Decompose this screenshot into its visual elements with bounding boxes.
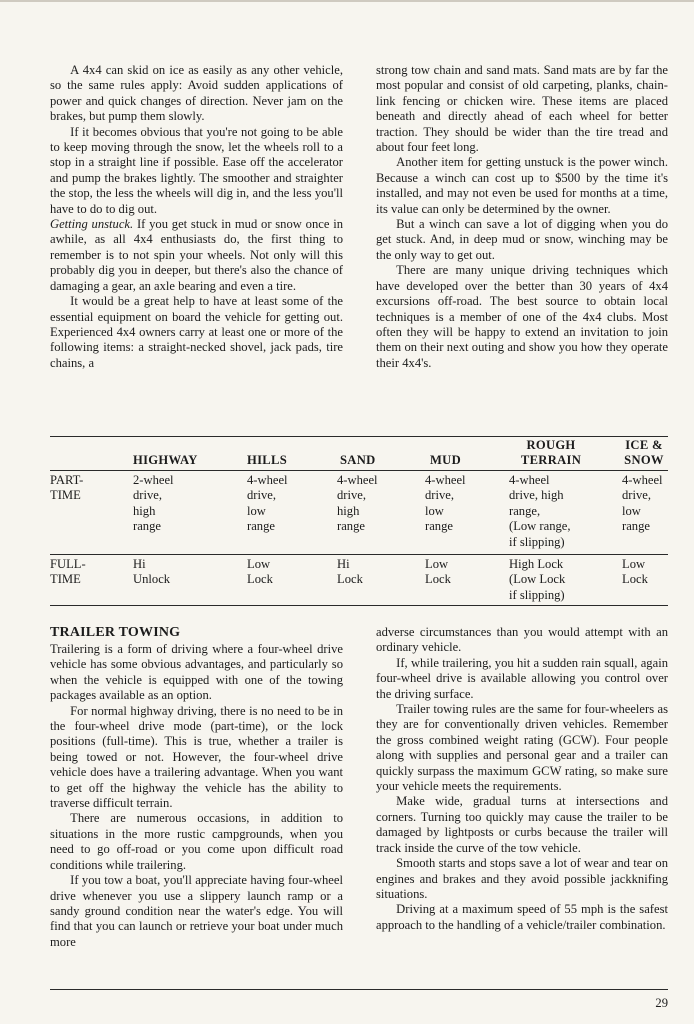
header-mud: MUD [430, 453, 461, 467]
table-cell: 4-wheel drive, low range [622, 473, 663, 534]
getting-unstuck-text: If you get stuck in mud or snow once in awhile, as all 4x4 enthusiasts do, the first thing to remember is to not spin your wheels. Not only will this probably dig you in deeper, but there's also the chance of damaging a gear, an axle bearing and even a tire. [50, 217, 343, 293]
table-header-rule [50, 470, 668, 471]
table-cell: 2-wheel drive, high range [133, 473, 174, 534]
paragraph: Trailering is a form of driving where a four-wheel drive vehicle has some obvious advantages, and particularly so when the vehicle is equipped with one of the towing packages available as an option. [50, 642, 343, 703]
getting-unstuck-paragraph [50, 217, 343, 294]
paragraph: There are many unique driving techniques which have developed over the better than 30 years of 4x4 excursions off-road. The best source to obtain local techniques is a member of one of the 4x4 clubs. Most often they will be happy to extend an invitation to join them on their next outing and show you how they operate their 4x4's. [376, 263, 668, 370]
row-label-full-time: FULL- TIME [50, 557, 86, 587]
trailer-towing-heading: TRAILER TOWING [50, 625, 181, 640]
paragraph: There are numerous occasions, in addition to situations in the more rustic campgrounds, when you need to go off-road or you come upon difficult road conditions while trailering. [50, 811, 343, 872]
bottom-left-column [50, 625, 343, 950]
getting-unstuck-heading: Getting unstuck. [50, 217, 134, 232]
table-cell: Low Lock [622, 557, 648, 587]
footer-rule [50, 989, 668, 990]
paragraph: Trailer towing rules are the same for four-wheelers as they are for conventionally driven vehicles. Remember the gross combined weight rating (GCW). Four people along with supplies and personal gear and a trailer can quickly surpass the maximum GCW rating, so make sure your vehicle meets the requirements. [376, 702, 668, 794]
header-sand: SAND [340, 453, 376, 467]
paragraph: Another item for getting unstuck is the power winch. Because a winch can cost up to $500 by the time it's installed, and may not even be used for months at a time, its value can only be determined by the owner. [376, 155, 668, 216]
top-left-column [50, 63, 343, 371]
table-cell: 4-wheel drive, low range [425, 473, 466, 534]
row-label-part-time: PART- TIME [50, 473, 84, 503]
table-cell: High Lock (Low Lock if slipping) [509, 557, 566, 602]
paragraph: A 4x4 can skid on ice as easily as any other vehicle, so the same rules apply: Avoid sudden applications of power and quick changes of direction. Never jam on the brakes, but pump them slowly. [50, 63, 343, 124]
top-right-column [376, 63, 668, 371]
header-hills: HILLS [247, 453, 288, 467]
paragraph: It would be a great help to have at least some of the essential equipment on board the vehicle for getting out. Experienced 4x4 owners carry at least one or more of the following items: a straight-necked shovel, jack pads, tire chains, a [50, 294, 343, 370]
paragraph: adverse circumstances than you would attempt with an ordinary vehicle. [376, 625, 668, 655]
table-cell: 4-wheel drive, high range, (Low range, if slipping) [509, 473, 571, 549]
header-rough-terrain: ROUGH TERRAIN [520, 438, 582, 468]
table-cell: Low Lock [425, 557, 451, 587]
bottom-right-column [376, 625, 668, 933]
top-edge-line [0, 0, 694, 2]
paragraph: If it becomes obvious that you're not going to be able to keep moving through the snow, let the wheels roll to a stop in a straight line if possible. Ease off the accelerator and pump the brakes lightly. The smoother and straighter the stop, the less the wheels will dig in, and the less you'll have to do to dig out. [50, 124, 343, 216]
table-cell: Hi Unlock [133, 557, 171, 587]
table-bottom-rule [50, 605, 668, 606]
paragraph: But a winch can save a lot of digging when you do get stuck. And, in deep mud or snow, winching may be the only way to get out. [376, 217, 668, 262]
header-highway: HIGHWAY [133, 453, 198, 467]
table-cell: Low Lock [247, 557, 273, 587]
paragraph: Make wide, gradual turns at intersections and corners. Turning too quickly may cause the trailer to be damaged by lightposts or curbs because the trailer will track inside the curve of the tow vehicle. [376, 794, 668, 855]
paragraph: Smooth starts and stops save a lot of wear and tear on engines and brakes and they avoid possible jackknifing situations. [376, 856, 668, 901]
page-number: 29 [655, 996, 668, 1010]
header-ice-snow: ICE & SNOW [624, 438, 664, 468]
paragraph: strong tow chain and sand mats. Sand mats are by far the most popular and consist of old carpeting, planks, chain-link fencing or chicken wire. These items are placed beneath and directly ahead of each wheel for better traction. They should be wider than the tire tread and about four feet long. [376, 63, 668, 155]
table-top-rule [50, 436, 668, 437]
paragraph: Driving at a maximum speed of 55 mph is the safest approach to the handling of a vehicle/trailer combination. [376, 902, 668, 932]
table-cell: 4-wheel drive, high range [337, 473, 378, 534]
table-cell: Hi Lock [337, 557, 363, 587]
paragraph: If, while trailering, you hit a sudden rain squall, again four-wheel drive is available allowing you control over the driving surface. [376, 655, 668, 701]
paragraph: If you tow a boat, you'll appreciate having four-wheel drive whenever you use a slippery launch ramp or a sandy ground condition near the water's edge. You will find that you can launch or retrieve your boat under much more [50, 873, 343, 949]
table-middle-rule [50, 554, 668, 555]
paragraph: For normal highway driving, there is no need to be in the four-wheel drive mode (part-time), or the lock positions (full-time). This is true, whether a trailer is being towed or not. However, the four-wheel drive vehicle does have a trailering advantage. When you want to get off the highway the vehicle has the ability to traverse difficult terrain. [50, 703, 343, 811]
table-cell: 4-wheel drive, low range [247, 473, 288, 534]
